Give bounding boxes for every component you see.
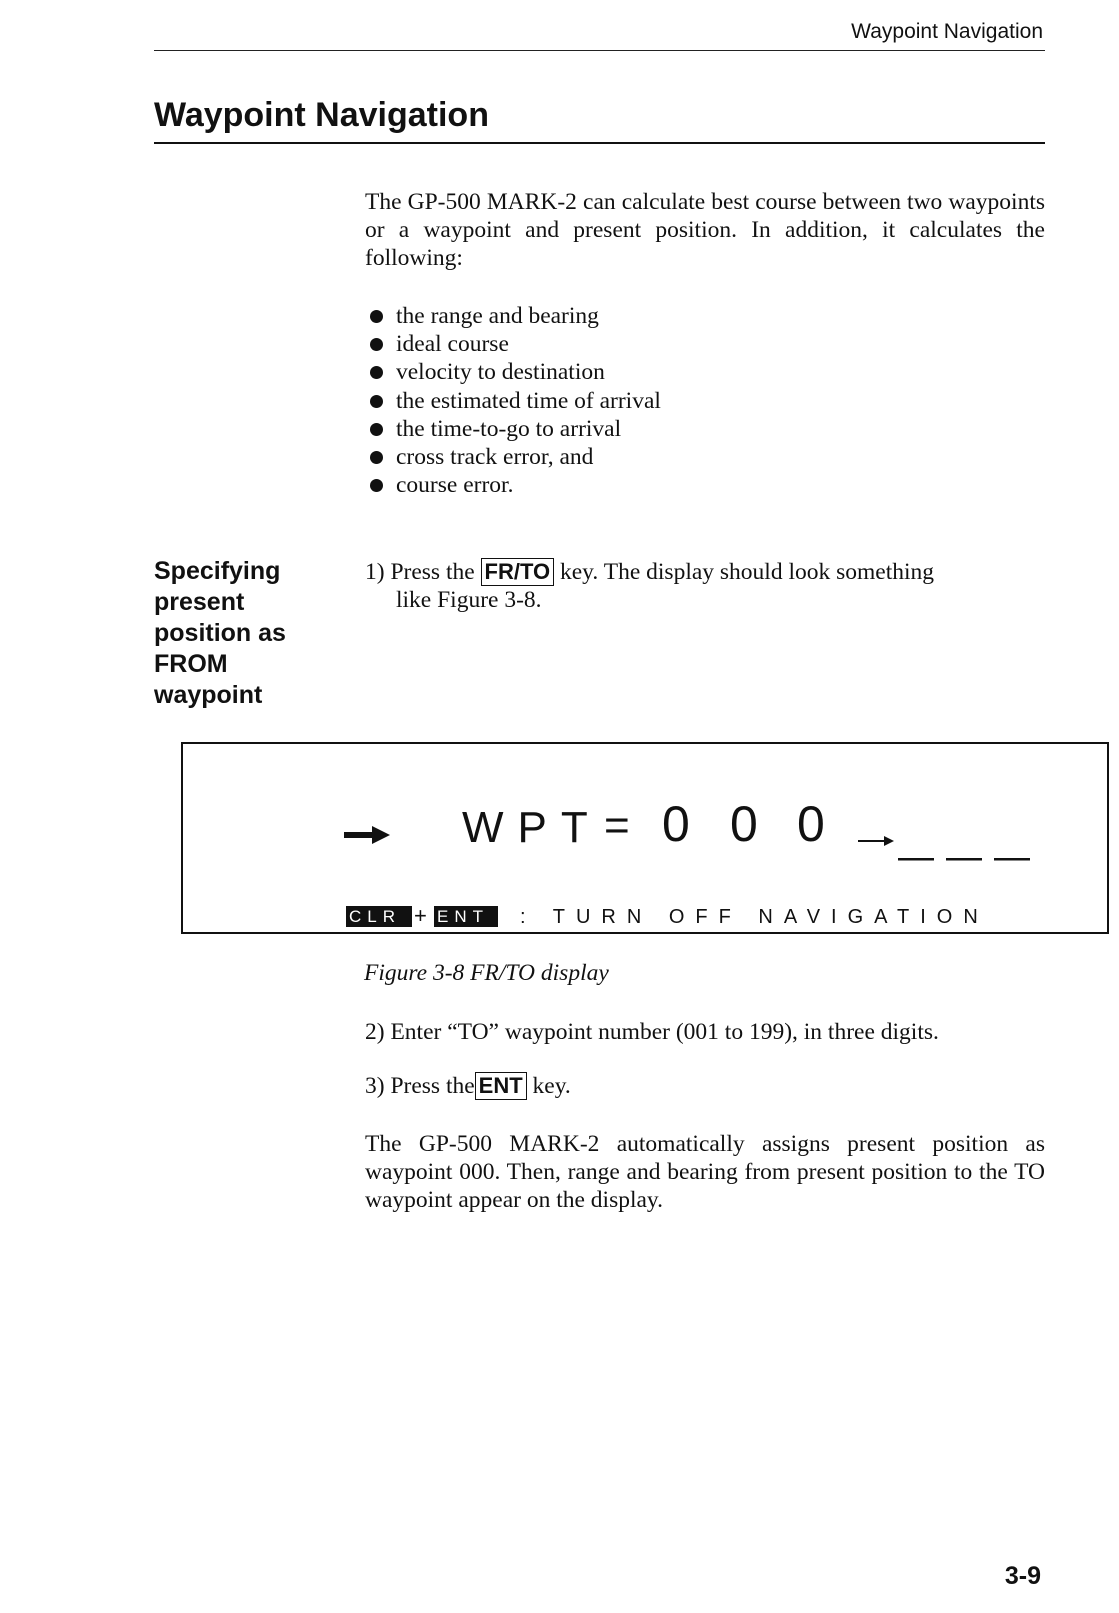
- list-item: the time-to-go to arrival: [370, 415, 661, 443]
- page-number: 3-9: [1004, 1562, 1041, 1590]
- step-2: 2) Enter “TO” waypoint number (001 to 199), in three digits.: [365, 1019, 939, 1045]
- step-3-prefix: 3) Press the: [365, 1073, 475, 1099]
- ent-key-label: ENT: [434, 906, 498, 927]
- blank-underscores: [898, 858, 1030, 862]
- fr-to-key: FR/TO: [481, 558, 555, 586]
- list-item: cross track error, and: [370, 443, 661, 471]
- right-arrow-icon: [344, 826, 390, 844]
- auto-assign-paragraph: The GP-500 MARK-2 automatically assigns present position as waypoint 000. Then, range and bearing from present position to the TO waypoint appear on the display.: [365, 1131, 1045, 1213]
- running-head: Waypoint Navigation: [851, 20, 1043, 43]
- list-item: course error.: [370, 471, 661, 499]
- intro-paragraph: The GP-500 MARK-2 can calculate best course between two waypoints or a waypoint and present position. In addition, it calculates the following:: [365, 189, 1045, 271]
- step-1-suffix: key. The display should look something: [560, 559, 935, 585]
- side-heading-line: FROM: [154, 650, 228, 678]
- plus-sign: +: [414, 903, 427, 928]
- wpt-label: WPT: [462, 803, 602, 852]
- small-arrow-icon: [858, 835, 894, 847]
- wpt-digit: 0: [797, 796, 825, 852]
- title-rule: [154, 142, 1045, 144]
- side-heading-line: position as: [154, 619, 286, 647]
- header-rule: [154, 50, 1045, 51]
- list-item: ideal course: [370, 330, 661, 358]
- side-heading: [154, 556, 334, 711]
- page-title: Waypoint Navigation: [154, 96, 489, 134]
- feature-list: [370, 302, 661, 499]
- clr-key-label: CLR: [346, 906, 412, 927]
- step-3: [365, 1072, 571, 1100]
- wpt-equals: =: [604, 801, 630, 850]
- side-heading-line: waypoint: [154, 681, 263, 709]
- list-item: the range and bearing: [370, 302, 661, 330]
- figure-caption: Figure 3-8 FR/TO display: [364, 960, 609, 986]
- wpt-digit: 0: [662, 796, 690, 852]
- list-item: velocity to destination: [370, 358, 661, 386]
- ent-key: ENT: [475, 1072, 527, 1100]
- step-1-line2: like Figure 3-8.: [396, 587, 542, 613]
- side-heading-line: present: [154, 588, 245, 616]
- side-heading-line: Specifying: [154, 557, 281, 585]
- wpt-digit: 0: [730, 796, 758, 852]
- step-1: [365, 558, 1045, 614]
- list-item: the estimated time of arrival: [370, 387, 661, 415]
- step-3-suffix: key.: [532, 1073, 571, 1099]
- turn-off-navigation-message: : TURN OFF NAVIGATION: [520, 906, 989, 928]
- step-1-prefix: 1) Press the: [365, 559, 475, 585]
